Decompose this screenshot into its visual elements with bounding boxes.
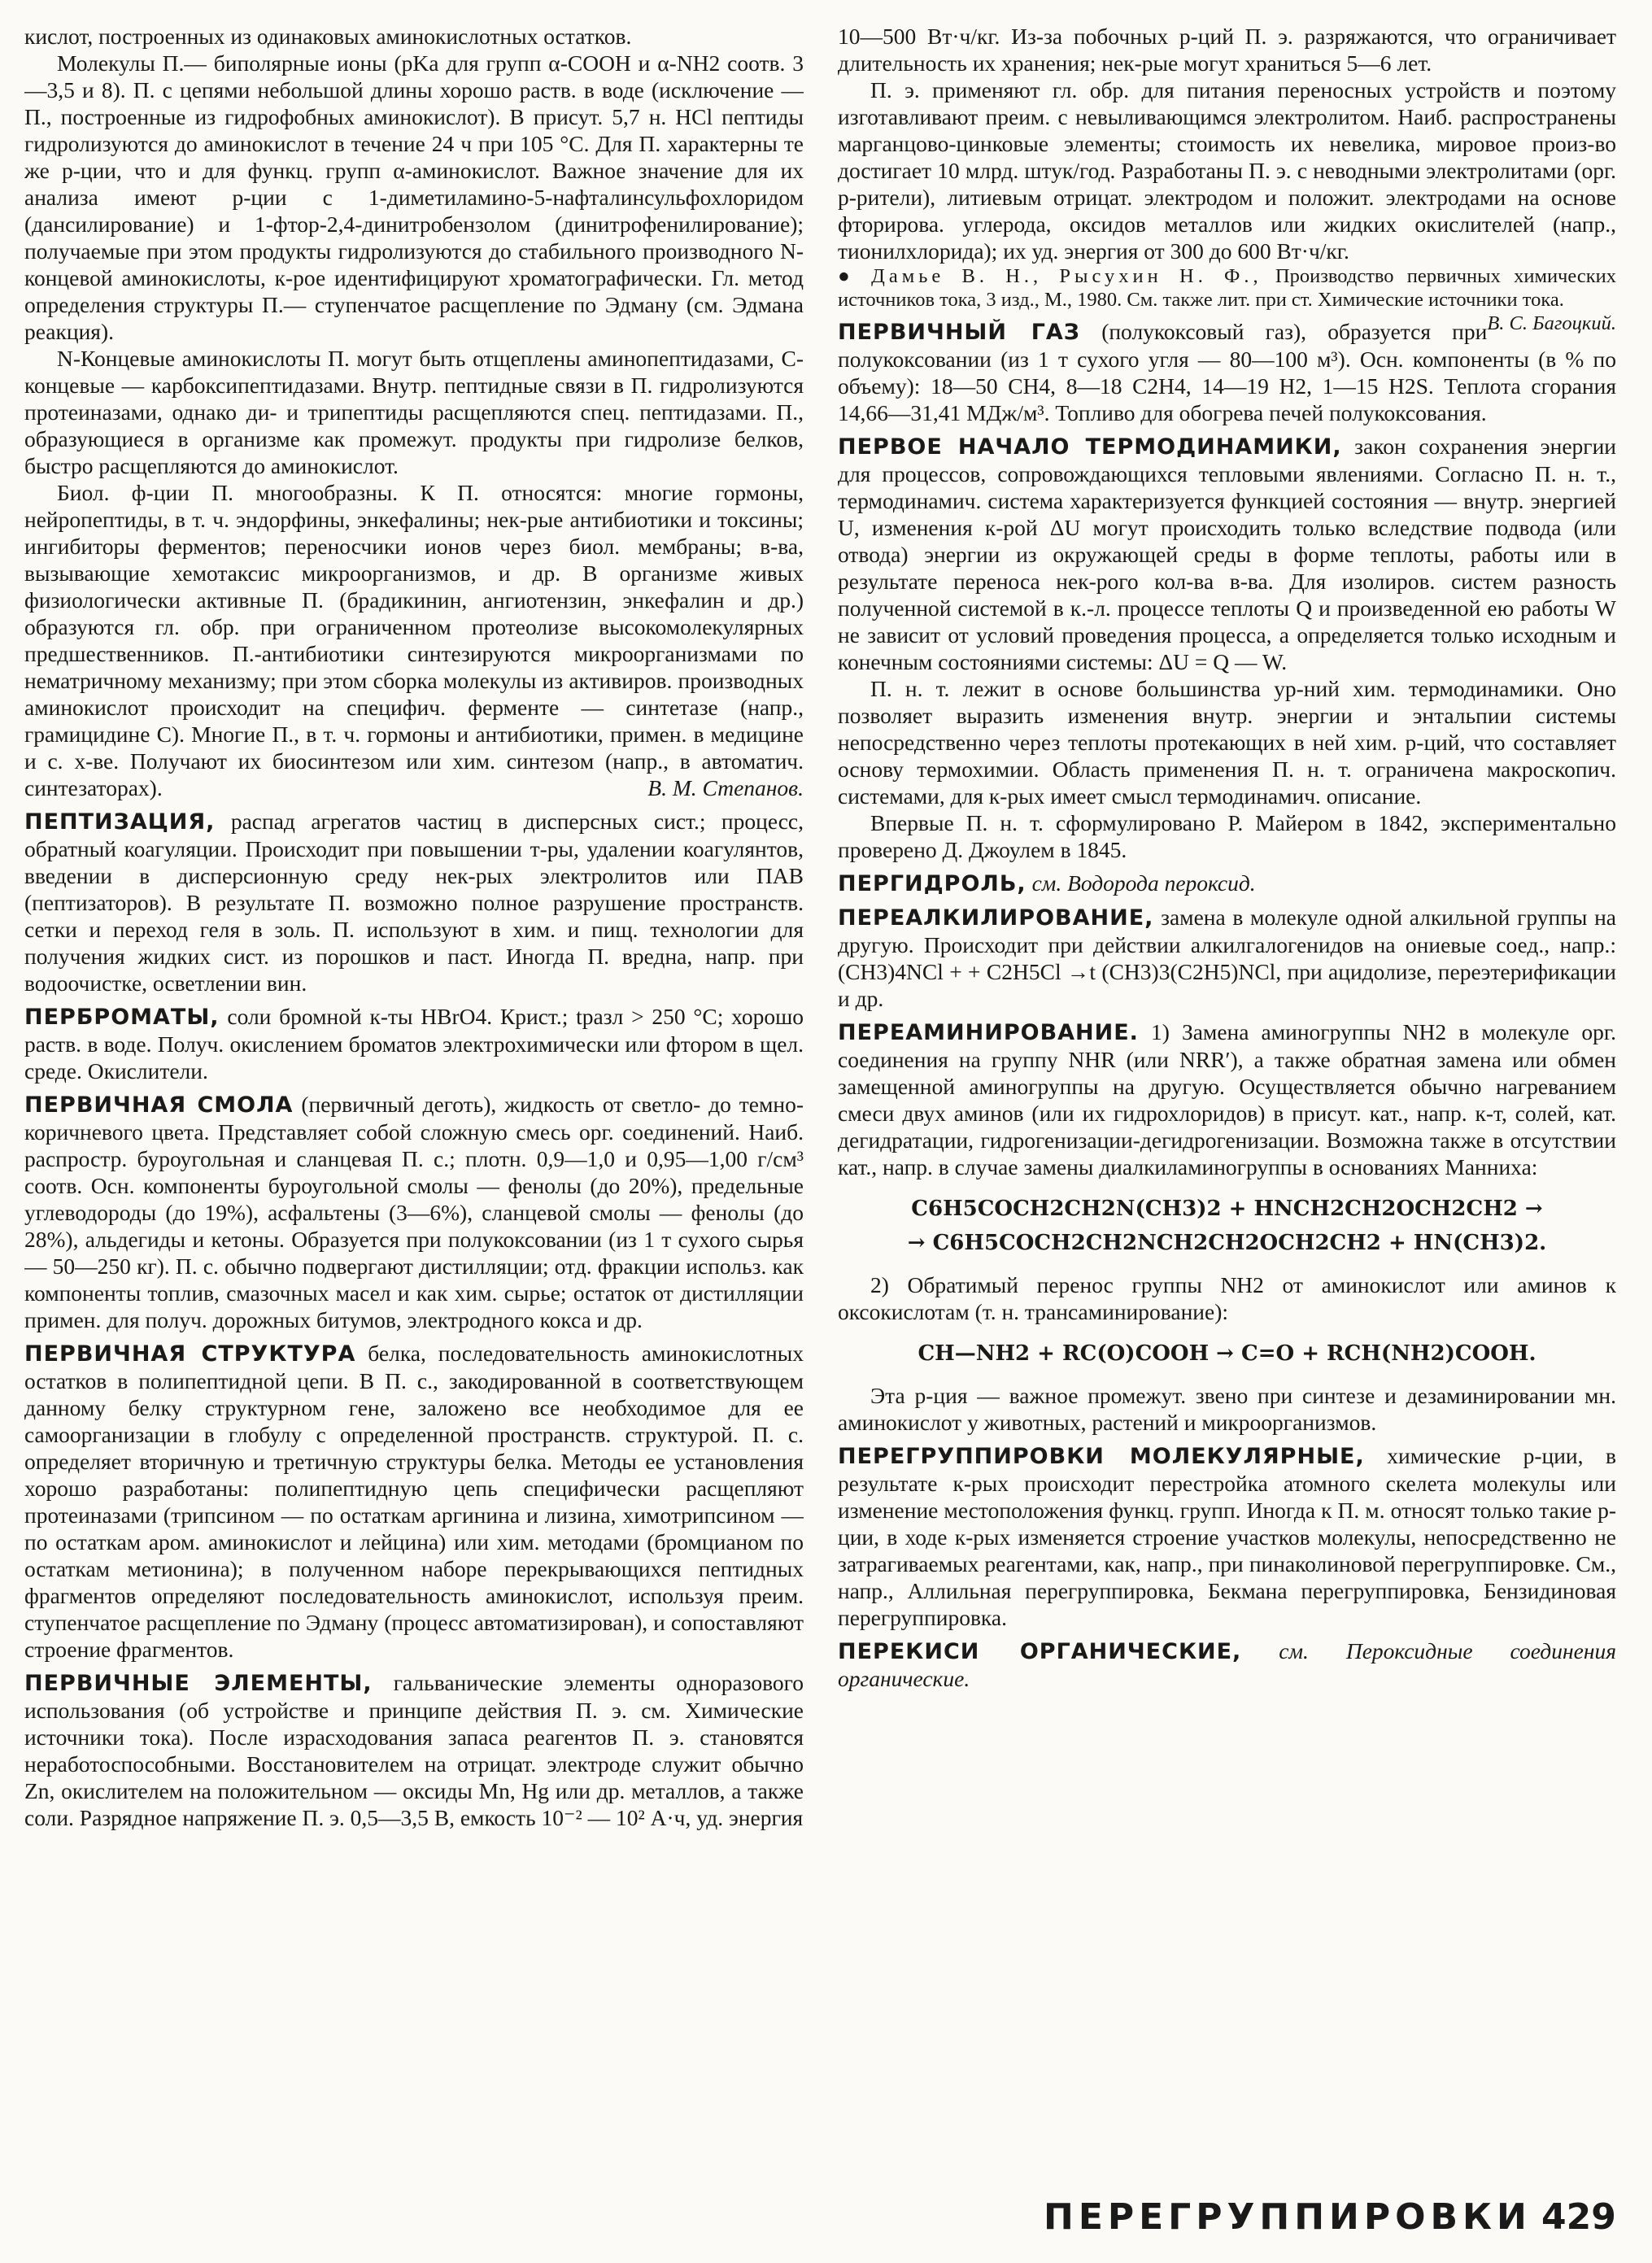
entry-term: ПЕРЕАЛКИЛИРОВАНИЕ,	[838, 905, 1154, 931]
entry-term: ПЕРВОЕ НАЧАЛО ТЕРМОДИНАМИКИ,	[838, 434, 1342, 460]
author-signature: В. М. Степанов.	[647, 775, 804, 800]
entry-perbromates	[24, 1003, 804, 1084]
peptides-paragraph-properties: Молекулы П.— биполярные ионы (pKa для групп α-COOH и α-NH2 соотв. 3—3,5 и 8). П. с цепями небольшой длины хорошо раств. в воде (исключение — П., построенные из гидрофобных аминокислот). В присут. 5,7 н. HCl пептиды гидролизуются до аминокислот в течение 24 ч при 105 °С. Для П. характерны те же р-ции, что и для функц. групп α-аминокислот. Важное значение для их анализа имеют р-ции с 1-диметиламино-5-нафталинсульфохлоридом (дансилирование) и 1-фтор-2,4-динитробензолом (динитрофенилирование); получаемые при этом продукты гидролизуются до стабильного производного N-концевой аминокислоты, к-рое идентифицируют хроматографически. Гл. метод определения структуры П.— ступенчатое расщепление по Эдману (см. Эдмана реакция).	[24, 50, 804, 344]
entry-text: распад агрегатов частиц в дисперсных сист.; процесс, обратный коагуляции. Происходит при повышении т-ры, удалении коагулянтов, введении в дисперсионную среду нек-рых электролитов или ПАВ (пептизаторов). В результате П. возможно полное разрушение пространств. сетки и переход геля в золь. П. используют в хим. и пищ. технологии для получения жидких сист. из порошков и паст. Иногда П. вредна, напр. при водоочистке, осветлении вин.	[24, 809, 804, 996]
entry-term: ПЕРЕКИСИ ОРГАНИЧЕСКИЕ,	[838, 1639, 1242, 1664]
entry-text: замена в молекуле одной алкильной группы на другую. Происходит при действии алкилгалогенидов на ониевые соед., напр.: (CH3)4NCl + + C2H5Cl →t (CH3)3(C2H5)NCl, при ацидолизе, переэтерификации и др.	[838, 905, 1616, 1011]
entry-text: химические р-ции, в результате к-рых происходит перестройка атомного скелета молекулы или изменение местоположения функц. групп. Иногда к П. м. относят только такие р-ции, в ходе к-рых изменяется строение участков молекулы, непосредственно не затрагиваемых реагентами, как, напр., при пинаколиновой перегруппировке. См., напр., Аллильная перегруппировка, Бекмана перегруппировка, Бензидиновая перегруппировка.	[838, 1443, 1616, 1630]
running-footer-title: ПЕРЕГРУППИРОВКИ	[1044, 2196, 1532, 2238]
entry-primary-resin	[24, 1091, 804, 1333]
entry-term: ПЕРВИЧНЫЙ ГАЗ	[838, 320, 1080, 345]
entry-primary-structure	[24, 1340, 804, 1663]
reference-text: Производство первичных химических источников тока, 3 изд., М., 1980. См. также лит. при ст. Химические источники тока.	[838, 265, 1616, 311]
reference-note: ● Дамье В. Н., Рысухин Н. Ф., Производство первичных химических источников тока, 3 изд., М., 1980. См. также лит. при ст. Химические источники тока. В. С. Багоцкий.	[838, 265, 1616, 334]
entry-term: ПЕРЕГРУППИРОВКИ МОЛЕКУЛЯРНЫЕ,	[838, 1444, 1365, 1469]
author-signature: В. С. Багоцкий.	[1487, 312, 1616, 334]
right-column	[838, 23, 1616, 2211]
entry-term: ПЕРВИЧНАЯ СТРУКТУРА	[24, 1341, 356, 1367]
page-number: 429	[1541, 2196, 1616, 2238]
chemical-equation-mannich	[838, 1192, 1616, 1260]
entry-paragraph: П. н. т. лежит в основе большинства ур-ний хим. термодинамики. Оно позволяет выразить изменения внутр. энергии и энтальпии системы непосредственно через теплоты протекающих в ней хим. р-ций, что составляет основу термохимии. Область применения П. н. т. ограничена макроскопич. системами, для к-рых имеет смысл термодинамич. описание.	[838, 676, 1616, 809]
entry-paragraph: Эта р-ция — важное промежут. звено при синтезе и дезаминировании мн. аминокислот у животных, растений и микроорганизмов.	[838, 1383, 1616, 1435]
entry-paragraph: Впервые П. н. т. сформулировано Р. Майером в 1842, экспериментально проверено Д. Джоулем в 1845.	[838, 810, 1616, 862]
peptides-paragraph-enzymes: N-Концевые аминокислоты П. могут быть отщеплены аминопептидазами, С-концевые — карбоксипептидазами. Внутр. пептидные связи в П. гидролизуются протеиназами, однако ди- и трипептиды расщепляются спец. пептидазами. П., образующиеся в организме как промежут. продукты при гидролизе белков, быстро расщепляются до аминокислот.	[24, 346, 804, 478]
left-column	[24, 23, 804, 2211]
entry-term: ПЕПТИЗАЦИЯ,	[24, 809, 216, 835]
entry-term: ПЕРБРОМАТЫ,	[24, 1005, 220, 1030]
continuation-paragraph: 10—500 Вт·ч/кг. Из-за побочных р-ций П. э. разряжаются, что ограничивает длительность их хранения; нек-рые могут храниться 5—6 лет.	[838, 24, 1616, 76]
entry-text: (первичный деготь), жидкость от светло- до темно-коричневого цвета. Представляет собой сложную смесь орг. соединений. Наиб. распростр. буроугольная и сланцевая П. с.; плотн. 0,9—1,0 и 0,95—1,00 г/см³ соотв. Осн. компоненты буроугольной смолы — фенолы (до 20%), предельные углеводороды (до 19%), асфальтены (3—6%), сланцевой смолы — фенолы (до 28%), альдегиды и кетоны. Образуется при полукоксовании (из 1 т сухого сырья — 50—250 кг). П. с. обычно подвергают дистилляции; отд. фракции использ. как компоненты топлив, смазочных масел и как хим. сырье; остаток от дистилляции примен. для получ. дорожных битумов, электродного кокса и др.	[24, 1092, 804, 1332]
peptides-paragraph-functions	[24, 479, 804, 801]
entry-molecular-rearrangements	[838, 1442, 1616, 1631]
entry-realkylation	[838, 904, 1616, 1012]
entry-organic-peroxides	[838, 1637, 1616, 1692]
elements-paragraph-usage: П. э. применяют гл. обр. для питания переносных устройств и поэтому изготавливают преим. с невыливающимся электролитом. Наиб. распространены марганцово-цинковые элементы; стоимость их невелика, мировое произ-во достигает 10 млрд. штук/год. Разработаны П. э. с неводными электролитами (орг. р-рители), литиевым отрицат. электродом и положит. электродами на основе фторирова. углерода, оксидов металлов или жидких окислителей (напр., тионилхлорида); их уд. энергия от 300 до 600 Вт·ч/кг.	[838, 77, 1616, 264]
entry-primary-elements	[24, 1669, 804, 1831]
entry-peptization	[24, 808, 804, 996]
entry-text: гальванические элементы одноразового использования (об устройстве и принципе действия П. э. см. Химические источники тока). После израсходования запаса реагентов П. э. становятся неработоспособными. Восстановителем на отрицат. электроде служит обычно Zn, окислителем на положительном — оксиды Mn, Hg или др. металлов, а также соли. Разрядное напряжение П. э. 0,5—3,5 В, емкость 10⁻² — 10² А·ч, уд. энергия	[24, 1670, 804, 1830]
entry-term: ПЕРВИЧНЫЕ ЭЛЕМЕНТЫ,	[24, 1671, 373, 1696]
equation-line: → C6H5COCH2CH2NCH2CH2OCH2CH2 + HN(CH3)2.	[907, 1231, 1547, 1255]
entry-first-law-thermodynamics	[838, 433, 1616, 863]
entry-text: см. Пероксидные соединения органические.	[838, 1638, 1616, 1691]
entry-text: (полукоксовый газ), образуется при полукоксовании (из 1 т сухого угля — 80—100 м³). Осн. компоненты (в % по объему): 18—50 CH4, 8—18 C2H4, 14—19 H2, 1—15 H2S. Теплота сгорания 14,66—31,41 МДж/м³. Топливо для обогрева печей полукоксования.	[838, 319, 1616, 425]
continuation-paragraph: кислот, построенных из одинаковых аминокислотных остатков.	[24, 24, 632, 49]
entry-text: соли бромной к-ты HBrO4. Крист.; tразл > 250 °С; хорошо раств. в воде. Получ. окислением броматов электрохимически или фтором в щел. среде. Окислители.	[24, 1004, 804, 1084]
entry-term: ПЕРЕАМИНИРОВАНИЕ.	[838, 1020, 1139, 1045]
entry-paragraph: 2) Обратимый перенос группы NH2 от аминокислот или аминов к оксокислотам (т. н. трансаминирование):	[838, 1272, 1616, 1324]
paragraph-text: Биол. ф-ции П. многообразны. К П. относятся: многие гормоны, нейропептиды, в т. ч. эндорфины, энкефалины; нек-рые антибиотики и токсины; ингибиторы ферментов; переносчики ионов через биол. мембраны; в-ва, вызывающие хемотаксис микроорганизмов, и др. В организме живых физиологически активные П. (брадикинин, ангиотензин, энкефалин и др.) образуются гл. обр. при ограниченном протеолизе высокомолекулярных предшественников. П.-антибиотики синтезируются микроорганизмами по нематричному механизму; при этом сборка молекулы из активиров. производных аминокислот происходит на специфич. ферменте — синтетазе (напр., грамицидине С). Многие П., в т. ч. гормоны и антибиотики, примен. в медицине и с. х-ве. Получают их биосинтезом или хим. синтезом (напр., в автоматич. синтезаторах).	[24, 480, 804, 800]
entry-text: 1) Замена аминогруппы NH2 в молекуле орг. соединения на группу NHR (или NRR′), а также обратная замена или обмен замещенной аминогруппы на другую. Осуществляется обычно нагреванием смеси двух аминов (или их гидрохлоридов) в присут. кат., напр. к-т, солей, кат. дегидратации, гидрогенизации-дегидрогенизации. Возможна также в отсутствии кат., напр. в случае замены диалкиламиногруппы в основаниях Манниха:	[838, 1019, 1616, 1179]
entry-text: см. Водорода пероксид.	[1031, 870, 1256, 896]
entry-term: ПЕРГИДРОЛЬ,	[838, 871, 1027, 896]
equation-line: C6H5COCH2CH2N(CH3)2 + HNCH2CH2OCH2CH2 →	[911, 1197, 1543, 1221]
entry-perhydrol	[838, 870, 1616, 897]
reference-authors: Дамье В. Н., Рысухин Н. Ф.,	[871, 265, 1262, 287]
entry-text: белка, последовательность аминокислотных остатков в полипептидной цепи. В П. с., закодированной в соответствующем данному белку структурном гене, заложено все необходимое для ее самоорганизации в глобулу с определенной пространств. структурой. П. с. определяет вторичную и третичную структуры белка. Методы ее установления хорошо разработаны: полипептидную цепь специфически расщепляют протеиназами (трипсином — по остаткам аргинина и лизина, химотрипсином — по остаткам аром. аминокислот и лейцина) или хим. методами (бромцианом по остаткам метионина); в полученном наборе перекрывающихся пептидных фрагментов определяют последовательность аминокислот, используя преим. ступенчатое расщепление по Эдману (процесс автоматизирован), и сопоставляют строение фрагментов.	[24, 1341, 804, 1662]
chemical-equation-transamination: CH—NH2 + RC(O)COOH → C=O + RCH(NH2)COOH.	[918, 1341, 1536, 1366]
entry-text: закон сохранения энергии для процессов, сопровождающихся тепловыми явлениями. Согласно П. н. т., термодинамич. система характеризуется функцией состояния — внутр. энергией U, изменения к-рой ΔU могут происходить только вследствие подвода (или отвода) энергии из окружающей среды в форме теплоты, работы или в результате переноса нек-рого кол-ва в-ва. Для изолиров. систем разность полученной системой в к.-л. процессе теплоты Q и произведенной ею работы W не зависит от условий проведения процесса, а определяется только исходным и конечным состояниями системы: ΔU = Q — W.	[838, 434, 1616, 674]
entry-reamination	[838, 1018, 1616, 1436]
entry-term: ПЕРВИЧНАЯ СМОЛА	[24, 1092, 294, 1118]
